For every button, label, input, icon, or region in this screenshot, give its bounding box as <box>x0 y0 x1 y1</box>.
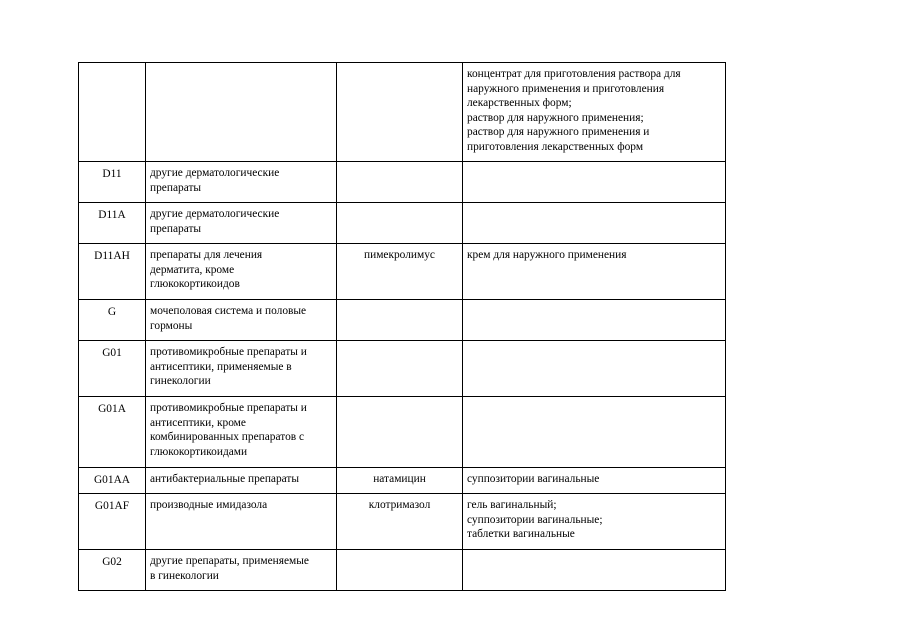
code-cell <box>79 300 146 341</box>
form-text: раствор для наружного применения; <box>467 111 644 124</box>
name-text: мочеполовая система и половые <box>150 305 307 317</box>
form-text: гель вагинальный; <box>467 499 557 511</box>
name-text: другие препараты, применяемые <box>150 555 309 567</box>
name-text: другие дерматологические <box>150 167 280 179</box>
table-row <box>79 494 726 550</box>
substance-cell <box>337 162 463 203</box>
form-cell <box>463 203 726 244</box>
name-text: гинекологии <box>150 375 211 388</box>
substance-cell <box>337 550 463 591</box>
code-cell <box>79 244 146 300</box>
form-cell <box>463 63 726 162</box>
code-cell <box>79 341 146 397</box>
form-cell <box>463 244 726 300</box>
substance-text: пимекролимус <box>364 249 435 261</box>
code-cell <box>79 397 146 468</box>
name-text: антисептики, применяемые в <box>150 360 292 373</box>
form-cell <box>463 162 726 203</box>
name-text: в гинекологии <box>150 569 219 582</box>
form-cell <box>463 468 726 494</box>
form-text: суппозитории вагинальные; <box>467 513 603 526</box>
drug-classification-table <box>78 62 726 591</box>
code-text: D11A <box>98 209 126 221</box>
substance-cell <box>337 397 463 468</box>
table-row <box>79 63 726 162</box>
table-body <box>79 63 726 591</box>
code-cell <box>79 494 146 550</box>
code-cell <box>79 468 146 494</box>
form-text: раствор для наружного применения и <box>467 126 650 139</box>
table-row <box>79 468 726 494</box>
name-text: противомикробные препараты и <box>150 402 307 414</box>
form-cell <box>463 341 726 397</box>
name-cell <box>146 244 337 300</box>
code-text: G01AF <box>94 500 130 512</box>
name-cell <box>146 162 337 203</box>
table-row <box>79 397 726 468</box>
substance-text: натамицин <box>373 473 426 485</box>
name-text: производные имидазола <box>150 499 268 511</box>
name-text: препараты <box>150 222 202 235</box>
name-cell <box>146 300 337 341</box>
name-text: антисептики, кроме <box>150 416 246 429</box>
substance-cell <box>337 244 463 300</box>
table-row <box>79 244 726 300</box>
code-text: D11 <box>102 168 122 180</box>
form-cell <box>463 494 726 550</box>
code-text: G01AA <box>93 474 131 486</box>
substance-cell <box>337 468 463 494</box>
form-text: приготовления лекарственных форм <box>467 140 644 153</box>
table-row <box>79 162 726 203</box>
code-text: G01A <box>98 403 126 415</box>
form-cell <box>463 300 726 341</box>
name-cell <box>146 63 337 162</box>
code-text: G02 <box>102 556 122 568</box>
name-cell <box>146 341 337 397</box>
code-cell <box>79 550 146 591</box>
code-text: G01 <box>102 347 122 359</box>
name-cell <box>146 550 337 591</box>
form-cell <box>463 550 726 591</box>
name-cell <box>146 468 337 494</box>
name-text: препараты для лечения <box>150 249 263 261</box>
form-text: крем для наружного применения <box>467 249 627 261</box>
name-text: антибактериальные препараты <box>150 473 300 485</box>
name-cell <box>146 397 337 468</box>
code-text: G <box>107 306 117 318</box>
substance-text: клотримазол <box>368 499 431 511</box>
table-row <box>79 550 726 591</box>
form-text: наружного применения и приготовления <box>467 82 665 95</box>
name-text: глюкокортикоидами <box>150 445 248 458</box>
name-text: комбинированных препаратов с <box>150 431 305 444</box>
name-text: другие дерматологические <box>150 208 280 220</box>
code-text: D11AH <box>94 250 130 262</box>
form-text: лекарственных форм; <box>467 97 572 110</box>
code-cell <box>79 162 146 203</box>
name-cell <box>146 203 337 244</box>
substance-cell <box>337 300 463 341</box>
substance-cell <box>337 203 463 244</box>
form-cell <box>463 397 726 468</box>
substance-cell <box>337 63 463 162</box>
form-text: суппозитории вагинальные <box>467 473 600 485</box>
substance-cell <box>337 494 463 550</box>
name-cell <box>146 494 337 550</box>
table-row <box>79 203 726 244</box>
substance-cell <box>337 341 463 397</box>
name-text: противомикробные препараты и <box>150 346 307 358</box>
table-row <box>79 300 726 341</box>
form-text: таблетки вагинальные <box>467 528 575 541</box>
code-cell <box>79 203 146 244</box>
table-row <box>79 341 726 397</box>
code-cell <box>79 63 146 162</box>
name-text: препараты <box>150 181 202 194</box>
name-text: дерматита, кроме <box>150 263 235 276</box>
form-text: концентрат для приготовления раствора для <box>467 68 681 80</box>
name-text: гормоны <box>150 319 193 332</box>
name-text: глюкокортикоидов <box>150 278 240 291</box>
